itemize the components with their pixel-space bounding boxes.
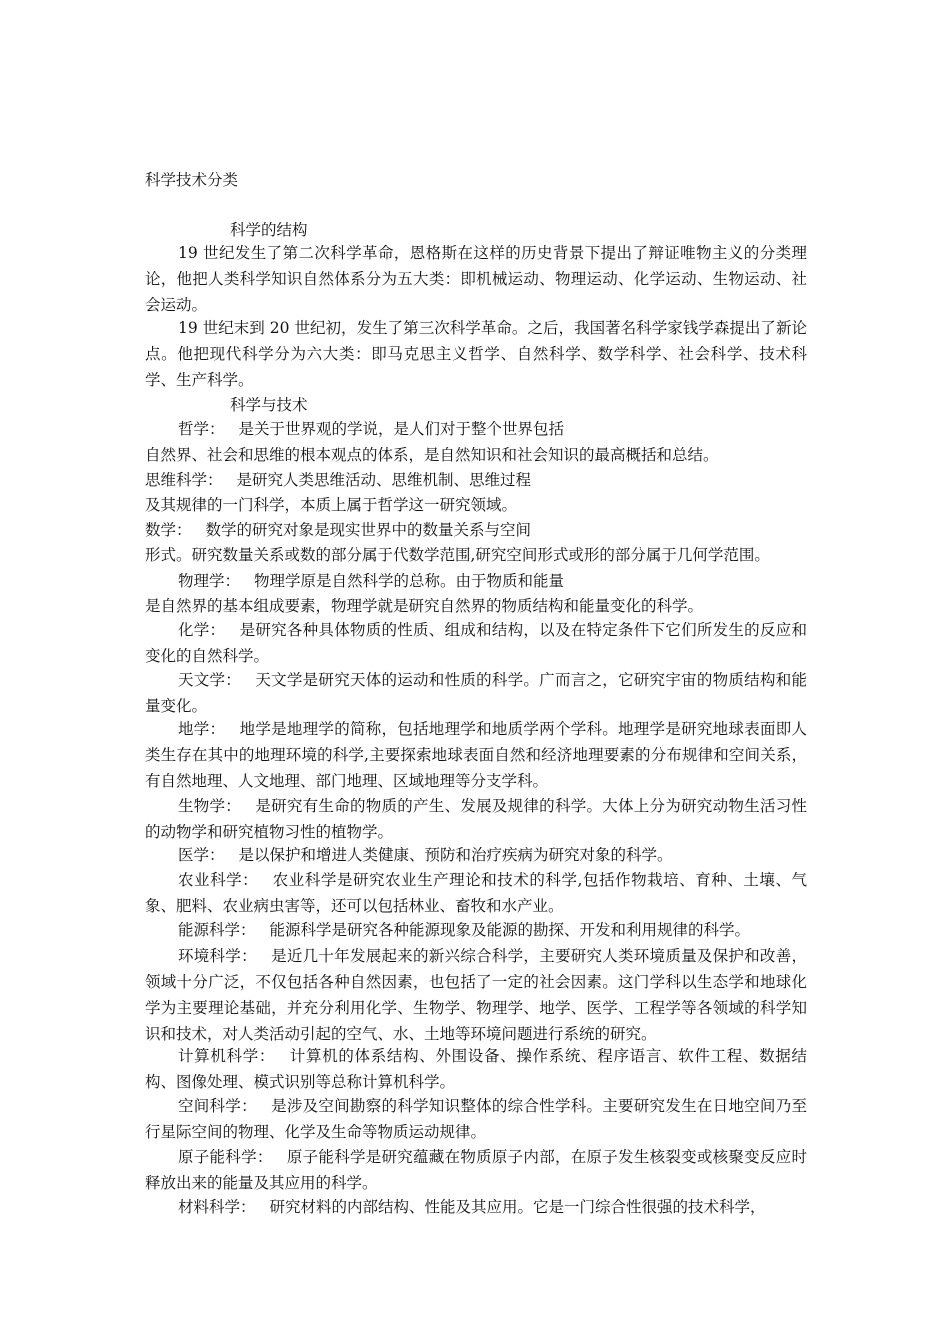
entry-text: 是研究有生命的物质的产生、发展及规律的科学。大体上分为研究动物生活习性的动物学和研究植物习性的植物学。: [145, 797, 807, 841]
entry-term: 物理学：: [178, 572, 241, 590]
entry-text: 是研究各种具体物质的性质、组成和结构，以及在特定条件下它们所发生的反应和变化的自然科学。: [145, 621, 807, 665]
document-title: 科学技术分类: [145, 171, 239, 189]
entry-atomic-energy: [145, 1144, 807, 1196]
paragraph-third-revolution: 19 世纪末到 20 世纪初，发生了第三次科学革命。之后，我国著名科学家钱学森提出了新论点。他把现代科学分为六大类：即马克思主义哲学、自然科学、数学科学、社会科学、技术科学、生产科学。: [145, 319, 807, 389]
entry-math-line2: 形式。研究数量关系或数的部分属于代数学范围,研究空间形式或形的部分属于几何学范围。: [145, 546, 770, 564]
entry-term: 能源科学：: [178, 921, 256, 939]
paragraph-second-revolution: 19 世纪发生了第二次科学革命，恩格斯在这样的历史背景下提出了辩证唯物主义的分类理论，他把人类科学知识自然体系分为五大类：即机械运动、物理运动、化学运动、生物运动、社会运动。: [145, 244, 807, 314]
entry-term: 空间科学：: [178, 1097, 257, 1115]
entry-astronomy: [145, 667, 807, 719]
section-title-structure: 科学的结构: [230, 221, 308, 239]
entry-geoscience: [145, 716, 807, 794]
entry-term: 医学：: [178, 846, 225, 864]
entry-text: 是涉及空间勘察的科学知识整体的综合性学科。主要研究发生在日地空间乃至行星际空间的物理、化学及生命等物质运动规律。: [145, 1097, 807, 1141]
entry-term: 天文学：: [178, 671, 242, 689]
entry-text: 物理学原是自然科学的总称。由于物质和能量: [254, 572, 565, 590]
entry-environment: [145, 943, 807, 1047]
entry-term: 计算机科学：: [178, 1047, 276, 1065]
entry-text: 原子能科学是研究蕴藏在物质原子内部，在原子发生核裂变或核聚变反应时释放出来的能量及其应用的科学。: [145, 1148, 807, 1192]
entry-space-science: [145, 1093, 807, 1145]
entry-term: 原子能科学：: [178, 1148, 273, 1166]
entry-energy: [145, 917, 807, 943]
entry-computer-science: [145, 1043, 807, 1095]
entry-text: 是研究人类思维活动、思维机制、思维过程: [236, 471, 532, 489]
entry-physics-line1: [178, 569, 564, 591]
entry-text: 是近几十年发展起来的新兴综合科学，主要研究人类环境质量及保护和改善，领域十分广泛，不仅包括各种自然因素，也包括了一定的社会因素。这门学科以生态学和地球化学为主要理论基础，并充分利用化学、生物学、物理学、地学、医学、工程学等各领域的科学知识和技术，对人类活动引起的空气、水、土地等环境问题进行系统的研究。: [145, 947, 807, 1043]
entry-text: 数学的研究对象是现实世界中的数量关系与空间: [205, 521, 532, 539]
entry-text: 是以保护和增进人类健康、预防和治疗疾病为研究对象的科学。: [238, 846, 673, 864]
entry-text: 计算机的体系结构、外围设备、操作系统、程序语言、软件工程、数据结构、图像处理、模式识别等总称计算机科学。: [145, 1047, 807, 1091]
entry-text: 农业科学是研究农业生产理论和技术的科学,包括作物栽培、育种、土壤、气象、肥料、农业病虫害等，还可以包括林业、畜牧和水产业。: [145, 871, 807, 915]
entry-term: 材料科学：: [178, 1198, 256, 1216]
entry-math-line1: [145, 518, 531, 540]
entry-text: 地学是地理学的简称，包括地理学和地质学两个学科。地理学是研究地球表面即人类生存在其中的地理环境的科学,主要探索地球表面自然和经济地理要素的分布规律和空间关系，有自然地理、人文地理、部门地理、区域地理等分支学科。: [145, 720, 807, 790]
entry-term: 哲学：: [178, 420, 225, 438]
entry-thinking-line1: [145, 468, 531, 490]
entry-physics-line2: 是自然界的基本组成要素，物理学就是研究自然界的物质结构和能量变化的科学。: [145, 597, 704, 615]
entry-term: 数学：: [145, 521, 192, 539]
entry-term: 地学：: [178, 720, 226, 738]
entry-text: 能源科学是研究各种能源现象及能源的勘探、开发和利用规律的科学。: [269, 921, 751, 939]
entry-thinking-line2: 及其规律的一门科学，本质上属于哲学这一研究领域。: [145, 496, 518, 514]
entry-text: 研究材料的内部结构、性能及其应用。它是一门综合性很强的技术科学，: [269, 1198, 766, 1216]
entry-biology: [145, 793, 807, 845]
entry-term: 环境科学：: [178, 947, 257, 965]
section-title-science-technology: 科学与技术: [230, 396, 308, 414]
entry-text: 是关于世界观的学说，是人们对于整个世界包括: [238, 420, 565, 438]
entry-text: 天文学是研究天体的运动和性质的科学。广而言之，它研究宇宙的物质结构和能量变化。: [145, 671, 807, 715]
entry-materials-science: [145, 1194, 807, 1220]
entry-term: 农业科学：: [178, 871, 259, 889]
entry-term: 生物学：: [178, 797, 242, 815]
entry-chemistry: [145, 617, 807, 669]
entry-philosophy-line2: 自然界、社会和思维的根本观点的体系，是自然知识和社会知识的最高概括和总结。: [145, 446, 719, 464]
entry-term: 化学：: [178, 621, 226, 639]
entry-agriculture: [145, 867, 807, 919]
entry-term: 思维科学：: [145, 471, 223, 489]
entry-philosophy-line1: [178, 417, 564, 439]
entry-medicine: [145, 842, 807, 868]
